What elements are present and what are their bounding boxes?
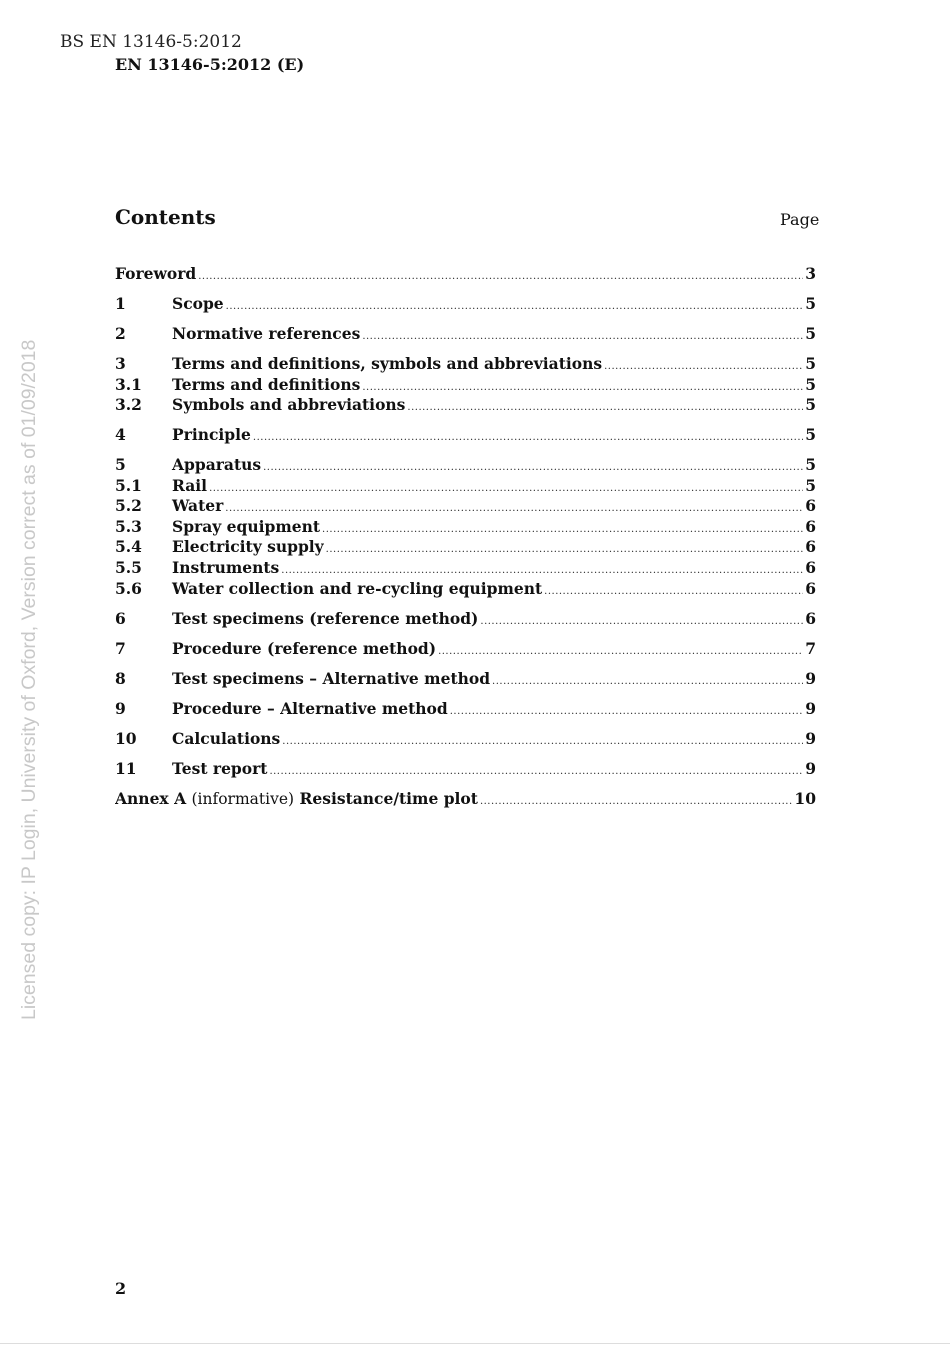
dot-leader (544, 582, 803, 600)
dot-leader (226, 297, 804, 315)
toc-entry-page: 5 (805, 293, 816, 313)
toc-entry-number: 5.2 (115, 496, 142, 516)
toc-entry-number: 7 (115, 638, 126, 658)
toc-entry-number: 10 (115, 728, 137, 748)
toc-entry-11[interactable] (115, 759, 816, 780)
toc-entry-title: Water collection and re-cycling equipment (172, 578, 543, 598)
toc-entry-page: 9 (805, 668, 816, 688)
toc-entry-title: Procedure – Alternative method (172, 698, 448, 718)
dot-leader (322, 520, 803, 538)
toc-entry-page: 10 (794, 788, 816, 808)
dot-leader (282, 732, 803, 750)
dot-leader (281, 561, 803, 579)
toc-entry-number: 5.1 (115, 475, 142, 495)
dot-leader (326, 540, 804, 558)
toc-entry-page: 9 (805, 758, 816, 778)
dot-leader (492, 672, 803, 690)
toc-entry-page: 3 (805, 264, 816, 283)
dot-leader (253, 428, 803, 446)
toc-entry-page: 9 (805, 698, 816, 718)
toc-entry-number: 5.3 (115, 516, 142, 536)
toc-entry-page: 5 (805, 353, 816, 373)
toc-entry-page: 5 (805, 374, 816, 394)
toc-entry-title: Electricity supply (172, 537, 324, 557)
toc-entry-9[interactable] (115, 699, 816, 720)
toc-entry-6[interactable] (115, 609, 816, 630)
toc-entry-5-5[interactable] (115, 558, 816, 579)
toc-entry-8[interactable] (115, 669, 816, 690)
dot-leader (480, 792, 792, 810)
dot-leader (209, 479, 803, 497)
toc-entry-title: Water (172, 496, 224, 516)
annex-note: (informative) (191, 789, 295, 808)
toc-entry-number: 5.6 (115, 578, 142, 598)
annex-label: Annex A (115, 788, 187, 808)
toc-entry-5-3[interactable] (115, 517, 816, 538)
toc-entry-4[interactable] (115, 425, 816, 446)
toc-entry-3-1[interactable] (115, 375, 816, 396)
toc-entry-page: 5 (805, 475, 816, 495)
toc-entry-number: 11 (115, 758, 137, 778)
toc-entry-number: 5.4 (115, 537, 142, 557)
toc-entry-page: 5 (805, 323, 816, 343)
toc-entry-number: 3.1 (115, 374, 142, 394)
dot-leader (269, 762, 803, 780)
table-of-contents (115, 264, 816, 809)
toc-entry-number: 3 (115, 353, 126, 373)
dot-leader (198, 267, 803, 285)
toc-entry-page: 5 (805, 425, 816, 445)
toc-entry-page: 6 (805, 516, 816, 536)
toc-entry-5-1[interactable] (115, 476, 816, 497)
toc-entry-number: 5.5 (115, 558, 142, 578)
toc-entry-number: 5 (115, 455, 126, 475)
dot-leader (407, 398, 803, 416)
toc-entry-title: Resistance/time plot (299, 788, 478, 808)
toc-entry-title: Calculations (172, 728, 281, 748)
dot-leader (362, 378, 803, 396)
dot-leader (438, 642, 803, 660)
edition-id: EN 13146-5:2012 (E) (115, 55, 305, 74)
toc-entry-annex (115, 789, 478, 810)
toc-entry-title: Rail (172, 475, 208, 495)
dot-leader (450, 702, 803, 720)
toc-entry-number: 1 (115, 293, 126, 313)
toc-entry-1[interactable] (115, 294, 816, 315)
toc-entry-number: 4 (115, 425, 126, 445)
toc-entry-page: 6 (805, 608, 816, 628)
toc-entry-page: 6 (805, 558, 816, 578)
toc-entry-page: 9 (805, 728, 816, 748)
toc-entry-2[interactable] (115, 324, 816, 345)
toc-entry-10[interactable] (115, 729, 816, 750)
toc-entry-title: Principle (172, 425, 251, 445)
toc-entry-page: 6 (805, 578, 816, 598)
page-number: 2 (115, 1279, 127, 1298)
toc-entry-number: 2 (115, 323, 126, 343)
toc-entry-number: 3.2 (115, 395, 142, 415)
page-column-label: Page (780, 210, 820, 229)
page-title: Contents (115, 205, 216, 229)
toc-entry-number: 9 (115, 698, 126, 718)
toc-entry-page: 5 (805, 455, 816, 475)
toc-entry-title: Instruments (172, 558, 280, 578)
dot-leader (263, 458, 803, 476)
toc-entry-title: Terms and definitions (172, 374, 361, 394)
toc-entry-3-2[interactable] (115, 395, 816, 416)
page-bottom-edge (0, 1343, 950, 1344)
dot-leader (604, 357, 803, 375)
toc-entry-5[interactable] (115, 455, 816, 476)
toc-entry-page: 6 (805, 537, 816, 557)
toc-entry-7[interactable] (115, 639, 816, 660)
toc-entry-page: 7 (805, 638, 816, 658)
toc-entry-title: Normative references (172, 323, 361, 343)
standard-id: BS EN 13146-5:2012 (60, 32, 242, 52)
toc-entry-title: Scope (172, 293, 224, 313)
dot-leader (362, 327, 803, 345)
toc-entry-5-4[interactable] (115, 537, 816, 558)
toc-entry-5-6[interactable] (115, 579, 816, 600)
dot-leader (225, 499, 803, 517)
toc-entry-title: Terms and definitions, symbols and abbreviations (172, 353, 603, 373)
toc-entry-title: Spray equipment (172, 516, 321, 536)
toc-entry-title: Symbols and abbreviations (172, 395, 406, 415)
toc-entry-title: Apparatus (172, 455, 262, 475)
toc-entry-title: Procedure (reference method) (172, 638, 437, 658)
toc-entry-foreword[interactable] (115, 264, 816, 285)
dot-leader (480, 612, 803, 630)
toc-entry-title: Test specimens – Alternative method (172, 668, 491, 688)
license-watermark: Licensed copy: IP Login, University of Oxford, Version correct as of 01/09/2018 (18, 339, 40, 1020)
toc-entry-5-2[interactable] (115, 496, 816, 517)
toc-entry-number: 8 (115, 668, 126, 688)
toc-entry-title: Foreword (115, 264, 197, 283)
toc-entry-3[interactable] (115, 354, 816, 375)
toc-entry-title: Test report (172, 758, 268, 778)
toc-entry-page: 5 (805, 395, 816, 415)
toc-entry-number: 6 (115, 608, 126, 628)
toc-entry-annex-a[interactable] (115, 789, 816, 810)
toc-entry-page: 6 (805, 496, 816, 516)
toc-entry-title: Test specimens (reference method) (172, 608, 479, 628)
